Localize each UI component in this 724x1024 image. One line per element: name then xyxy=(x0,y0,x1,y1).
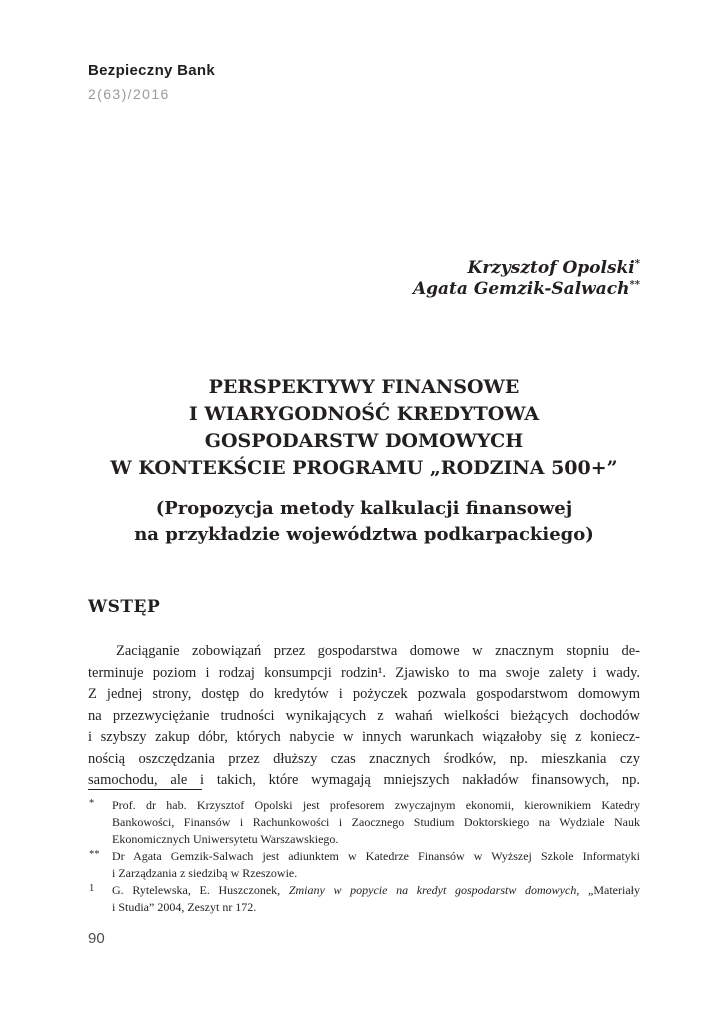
footnote-line: Prof. dr hab. Krzysztof Opolski jest profesorem zwyczajnym ekonomii, kierownikiem Katedry xyxy=(112,798,640,812)
section-heading-wstep: WSTĘP xyxy=(88,597,161,617)
footnote-1-post: , „Materiały xyxy=(576,883,640,897)
body-line: na przezwyciężanie trudności wynikających z wahań wielkości bieżących dochodów xyxy=(88,707,640,724)
body-line: Zaciąganie zobowiązań przez gospodarstwa domowe w znacznym stopniu de- xyxy=(116,643,640,659)
footnote-line: Ekonomicznych Uniwersytetu Warszawskiego. xyxy=(112,832,339,846)
journal-title: Bezpieczny Bank xyxy=(88,62,216,79)
footnote-1 xyxy=(88,882,640,916)
footnote-line: i Zarządzania z siedzibą w Rzeszowie. xyxy=(112,866,298,880)
author-2 xyxy=(413,279,640,300)
body-paragraph xyxy=(88,641,640,792)
authors-block xyxy=(413,258,640,300)
title-line-1: PERSPEKTYWY FINANSOWE xyxy=(208,376,520,398)
author-1 xyxy=(413,258,640,279)
author-1-marker: * xyxy=(634,258,640,270)
title-line-4: W KONTEKŚCIE PROGRAMU „RODZINA 500+” xyxy=(110,457,618,479)
title-line-2: I WIARYGODNOŚĆ KREDYTOWA xyxy=(188,403,540,425)
footnote-1-italic-title: Zmiany w popycie na kredyt gospodarstw domowych xyxy=(288,883,577,897)
subtitle-line-1: (Propozycja metody kalkulacji finansowej xyxy=(155,498,573,519)
footnote-line: Dr Agata Gemzik-Salwach jest adiunktem w Katedrze Finansów w Wyższej Szkole Informatyki xyxy=(112,849,640,863)
author-1-name: Krzysztof Opolski xyxy=(467,258,635,278)
article-title-block xyxy=(88,374,640,548)
footnote-line: i Studia” 2004, Zeszyt nr 172. xyxy=(112,900,257,914)
footnote-line: Bankowości, Finansów i Rachunkowości i Zaocznego Studium Doktorskiego na Wydziale Nauk xyxy=(112,815,640,829)
footnote-1-marker: 1 xyxy=(89,883,95,894)
footnote-line xyxy=(112,882,640,899)
footnote-double-star xyxy=(88,848,640,882)
subtitle-line-2: na przykładzie województwa podkarpackiego) xyxy=(134,524,594,545)
body-line: Z jednej strony, dostęp do kredytów i pożyczek pozwala gospodarstwom domowym xyxy=(88,686,640,702)
article-subtitle xyxy=(88,496,640,548)
body-line: i szybszy zakup dóbr, których nabycie w innych warunkach wiązałoby się z koniecz- xyxy=(88,729,640,745)
page-number: 90 xyxy=(88,930,105,947)
footnotes-block xyxy=(88,797,640,916)
journal-issue: 2(63)/2016 xyxy=(88,86,170,102)
body-line: terminuje poziom i rodzaj konsumpcji rodzin¹. Zjawisko to ma swoje zalety i wady. xyxy=(88,664,640,681)
author-2-marker: ** xyxy=(629,279,640,291)
footnote-1-pre: G. Rytelewska, E. Huszczonek, xyxy=(112,883,289,897)
body-line: nością oszczędzania przez dłuższy czas znacznych środków, np. mieszkania czy xyxy=(88,750,640,767)
footnote-star-marker: * xyxy=(89,798,95,809)
body-line: samochodu, ale i takich, które wymagają mniejszych nakładów finansowych, np. xyxy=(88,772,640,788)
author-2-name: Agata Gemzik-Salwach xyxy=(412,279,630,299)
footnote-star xyxy=(88,797,640,848)
journal-header xyxy=(88,62,215,102)
footnote-double-star-marker: ** xyxy=(89,849,100,860)
title-line-3: GOSPODARSTW DOMOWYCH xyxy=(204,430,524,452)
footnote-separator xyxy=(88,789,202,790)
